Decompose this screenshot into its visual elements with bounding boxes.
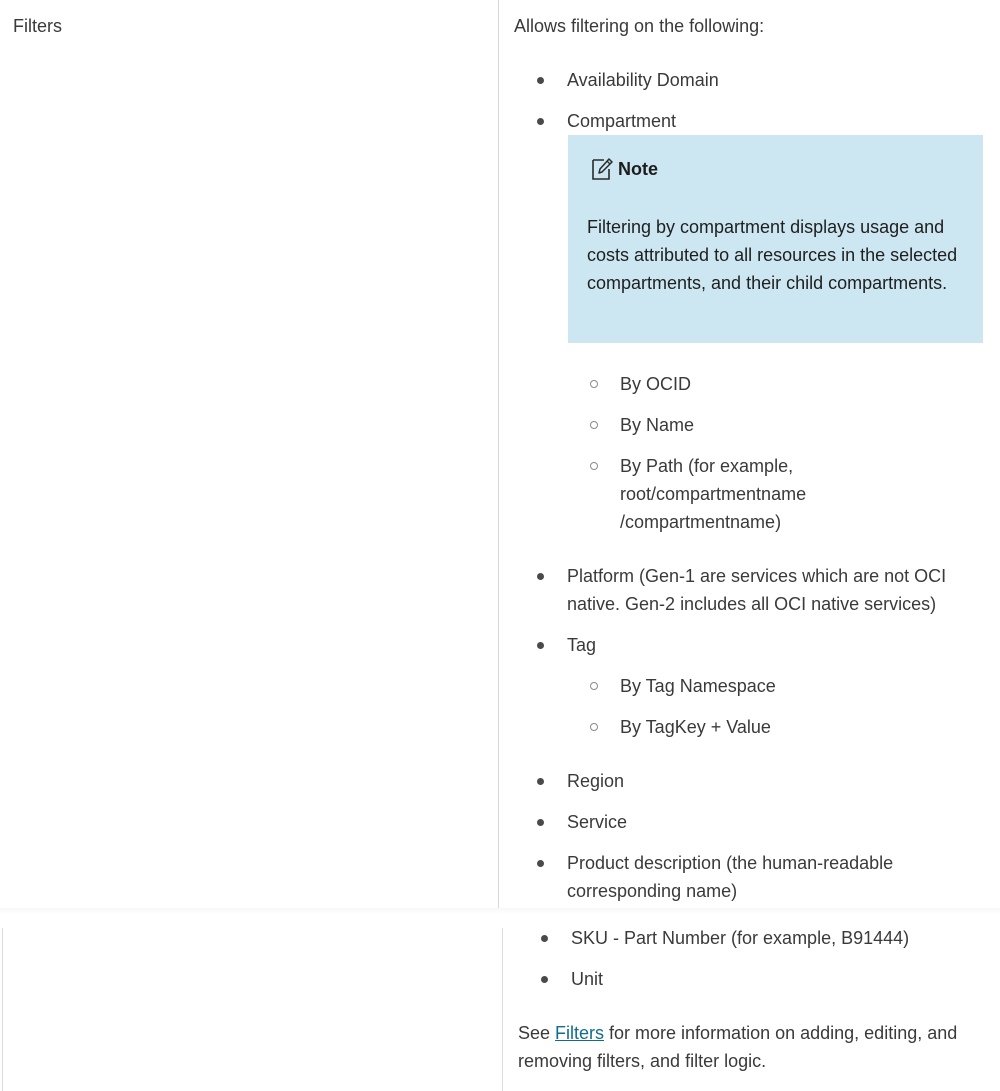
bullet-icon <box>541 976 548 983</box>
list-item-region: Region <box>567 771 625 791</box>
sub-item-by-path: By Path (for example, <box>620 456 794 476</box>
list-item-availability-domain: Availability Domain <box>567 70 719 90</box>
sub-item-by-ocid: By OCID <box>620 374 692 394</box>
sub-item-by-name: By Name <box>620 415 695 435</box>
list-item-unit: Unit <box>571 969 604 989</box>
sub-bullet-icon <box>590 421 598 429</box>
footer-text <box>518 1019 988 1075</box>
footer-prefix: See <box>518 1023 556 1043</box>
sub-item-by-tag-namespace: By Tag Namespace <box>620 676 776 696</box>
note-pencil-icon <box>590 156 614 182</box>
footer-suffix: for more information on adding, editing, and removing filters, and filter logic. <box>518 1023 958 1071</box>
sub-bullet-icon <box>590 682 598 690</box>
sub-bullet-icon <box>590 462 598 470</box>
list-item-tag: Tag <box>567 635 597 655</box>
table-left-border <box>2 928 3 1091</box>
note-box <box>568 135 983 343</box>
bullet-icon <box>537 118 544 125</box>
intro-text: Allows filtering on the following: <box>514 16 765 36</box>
bullet-icon <box>537 573 544 580</box>
column-divider <box>498 0 499 910</box>
sub-item-by-tagkey-value: By TagKey + Value <box>620 717 771 737</box>
page-seam <box>0 908 1000 914</box>
list-item-platform-line2: native. Gen-2 includes all OCI native services) <box>567 594 937 614</box>
sub-item-by-path-line2: root/compartmentname <box>620 484 807 504</box>
bullet-icon <box>537 860 544 867</box>
column-divider-lower <box>502 928 503 1091</box>
note-header <box>590 155 658 183</box>
sub-bullet-icon <box>590 380 598 388</box>
list-item-product-description: Product description (the human-readable <box>567 853 894 873</box>
row-label: Filters <box>13 16 62 36</box>
bullet-icon <box>537 819 544 826</box>
list-item-sku: SKU - Part Number (for example, B91444) <box>571 928 910 948</box>
bullet-icon <box>537 778 544 785</box>
note-title: Note <box>618 159 658 179</box>
bullet-icon <box>537 642 544 649</box>
list-item-service: Service <box>567 812 628 832</box>
sub-item-by-path-line3: /compartmentname) <box>620 512 782 532</box>
bullet-icon <box>537 77 544 84</box>
filters-link[interactable]: Filters <box>555 1023 605 1043</box>
list-item-compartment: Compartment <box>567 111 677 131</box>
bullet-icon <box>541 935 548 942</box>
sub-bullet-icon <box>590 723 598 731</box>
list-item-product-description-line2: corresponding name) <box>567 881 738 901</box>
note-body: Filtering by compartment displays usage and costs attributed to all resources in the selected compartments, and their child compartments. <box>587 217 958 293</box>
list-item-platform: Platform (Gen-1 are services which are not OCI <box>567 566 947 586</box>
